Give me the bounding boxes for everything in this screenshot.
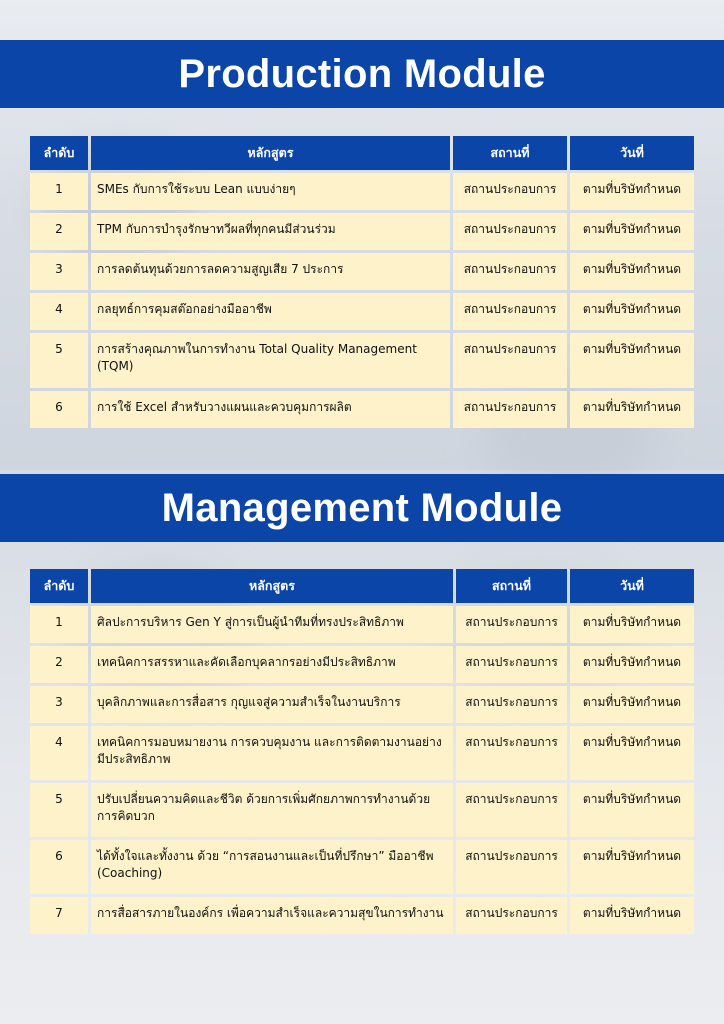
row-date: ตามที่บริษัทกำหนด [570,253,694,290]
row-date: ตามที่บริษัทกำหนด [570,726,694,780]
table-row [30,646,694,683]
row-date: ตามที่บริษัทกำหนด [570,646,694,683]
row-course: SMEs กับการใช้ระบบ Lean แบบง่ายๆ [91,173,450,210]
row-course: ศิลปะการบริหาร Gen Y สู่การเป็นผู้นำทีมที่ทรงประสิทธิภาพ [91,606,453,643]
row-course: TPM กับการบำรุงรักษาทวีผลที่ทุกคนมีส่วนร่วม [91,213,450,250]
table-row [30,606,694,643]
row-date: ตามที่บริษัทกำหนด [570,840,694,894]
header-date: วันที่ [570,136,694,170]
row-date: ตามที่บริษัทกำหนด [570,391,694,428]
table-row [30,686,694,723]
row-date: ตามที่บริษัทกำหนด [570,606,694,643]
row-no: 3 [30,253,88,290]
row-course: การสร้างคุณภาพในการทำงาน Total Quality Management (TQM) [91,333,450,388]
row-no: 2 [30,213,88,250]
row-date: ตามที่บริษัทกำหนด [570,293,694,330]
row-no: 5 [30,783,88,837]
row-place: สถานประกอบการ [456,726,567,780]
header-course: หลักสูตร [91,569,453,603]
row-place: สถานประกอบการ [456,897,567,934]
row-place: สถานประกอบการ [456,646,567,683]
row-no: 2 [30,646,88,683]
table-row [30,173,694,210]
row-place: สถานประกอบการ [453,253,567,290]
row-place: สถานประกอบการ [456,606,567,643]
table-row [30,726,694,780]
management-module-title: Management Module [161,485,563,530]
row-date: ตามที่บริษัทกำหนด [570,173,694,210]
table-row [30,253,694,290]
table-row [30,897,694,934]
header-no: ลำดับ [30,136,88,170]
management-table [27,566,697,937]
row-course: การใช้ Excel สำหรับวางแผนและควบคุมการผลิต [91,391,450,428]
table-row [30,213,694,250]
row-no: 1 [30,173,88,210]
header-place: สถานที่ [453,136,567,170]
row-course: ปรับเปลี่ยนความคิดและชีวิต ด้วยการเพิ่มศักยภาพการทำงานด้วยการคิดบวก [91,783,453,837]
row-course: การสื่อสารภายในองค์กร เพื่อความสำเร็จและความสุขในการทำงาน [91,897,453,934]
header-course: หลักสูตร [91,136,450,170]
row-course: ได้ทั้งใจและทั้งงาน ด้วย “การสอนงานและเป็นที่ปรึกษา” มืออาชีพ (Coaching) [91,840,453,894]
row-place: สถานประกอบการ [453,333,567,388]
table-row [30,840,694,894]
row-no: 1 [30,606,88,643]
row-place: สถานประกอบการ [453,173,567,210]
row-course: เทคนิคการสรรหาและคัดเลือกบุคลากรอย่างมีประสิทธิภาพ [91,646,453,683]
row-date: ตามที่บริษัทกำหนด [570,897,694,934]
production-table [27,133,697,431]
row-place: สถานประกอบการ [453,293,567,330]
table-row [30,293,694,330]
table-header-row [30,569,694,603]
row-no: 3 [30,686,88,723]
header-date: วันที่ [570,569,694,603]
row-place: สถานประกอบการ [453,391,567,428]
header-no: ลำดับ [30,569,88,603]
production-module-title: Production Module [178,51,546,96]
row-date: ตามที่บริษัทกำหนด [570,686,694,723]
table-row [30,391,694,428]
row-no: 5 [30,333,88,388]
row-course: การลดต้นทุนด้วยการลดความสูญเสีย 7 ประการ [91,253,450,290]
row-place: สถานประกอบการ [456,686,567,723]
row-course: เทคนิคการมอบหมายงาน การควบคุมงาน และการติดตามงานอย่างมีประสิทธิภาพ [91,726,453,780]
row-no: 7 [30,897,88,934]
row-date: ตามที่บริษัทกำหนด [570,783,694,837]
row-date: ตามที่บริษัทกำหนด [570,213,694,250]
row-date: ตามที่บริษัทกำหนด [570,333,694,388]
table-row [30,333,694,388]
row-place: สถานประกอบการ [456,840,567,894]
row-course: บุคลิกภาพและการสื่อสาร กุญแจสู่ความสำเร็จในงานบริการ [91,686,453,723]
row-place: สถานประกอบการ [456,783,567,837]
table-row [30,783,694,837]
row-place: สถานประกอบการ [453,213,567,250]
header-place: สถานที่ [456,569,567,603]
row-no: 4 [30,293,88,330]
table-header-row [30,136,694,170]
row-no: 4 [30,726,88,780]
management-module-banner [0,474,724,542]
row-course: กลยุทธ์การคุมสต๊อกอย่างมืออาชีพ [91,293,450,330]
production-module-banner [0,40,724,108]
row-no: 6 [30,391,88,428]
row-no: 6 [30,840,88,894]
